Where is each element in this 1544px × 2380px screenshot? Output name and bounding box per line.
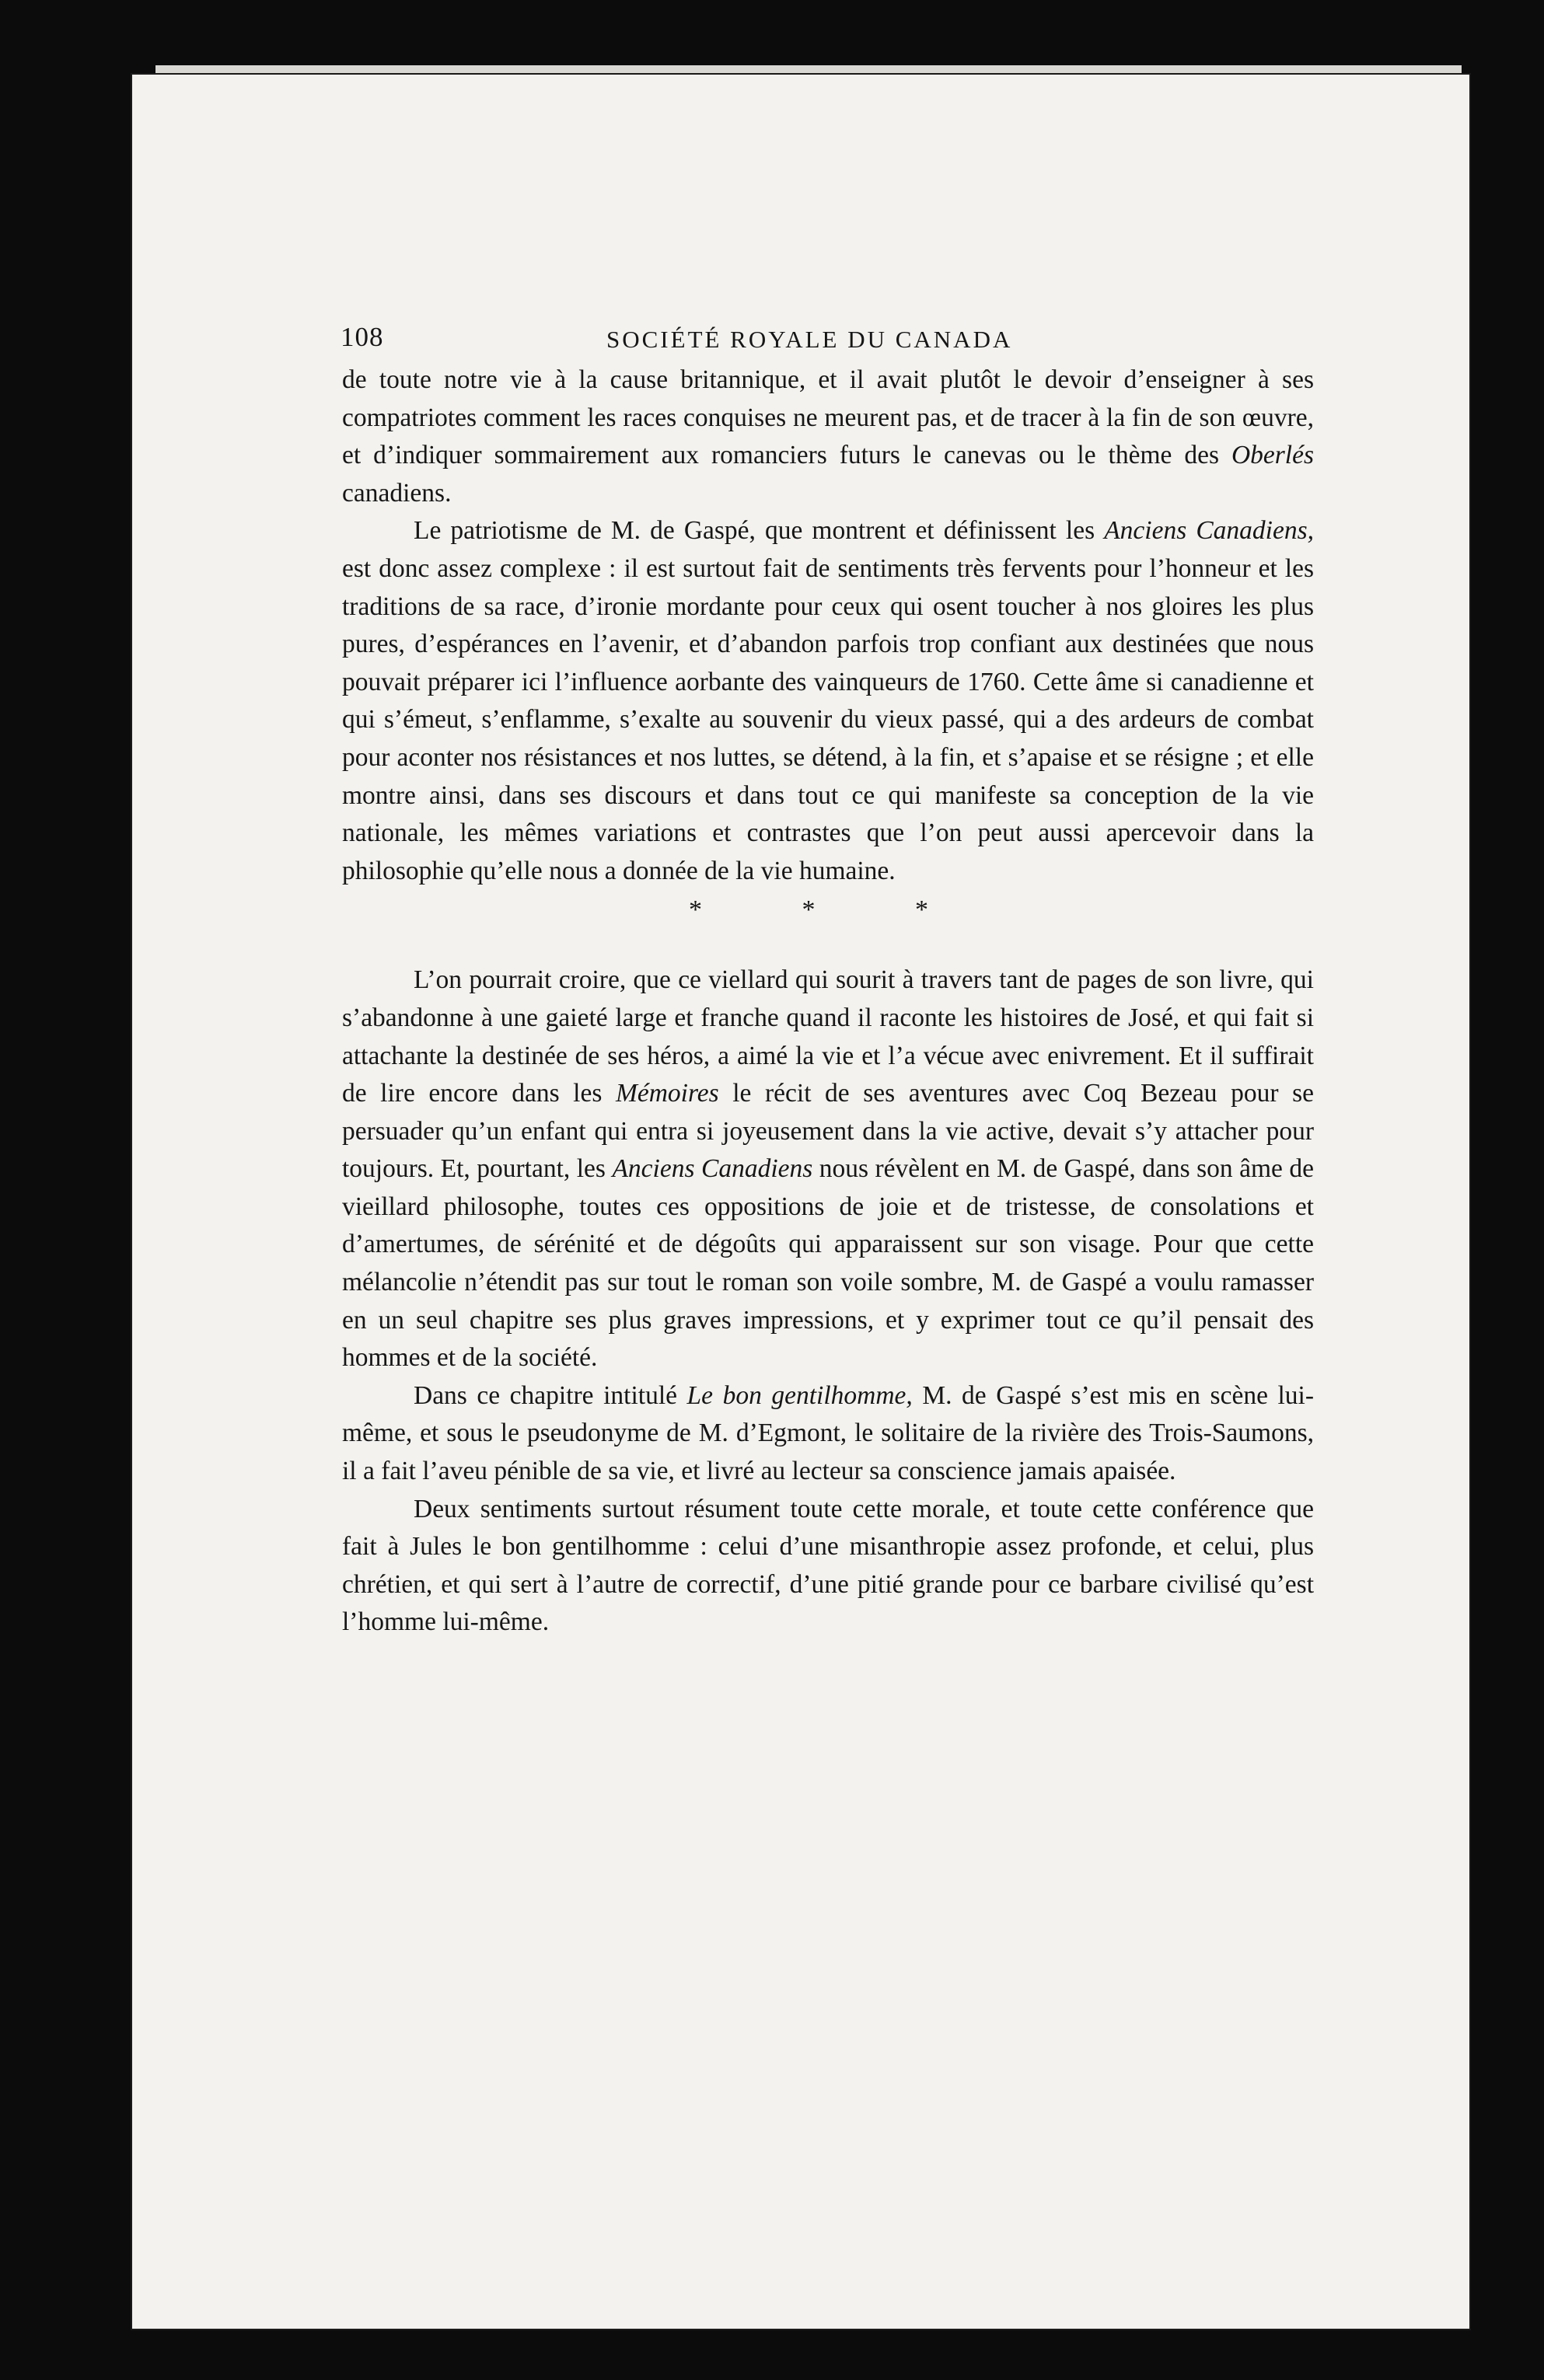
paragraph-text: le récit de ses aventures avec Coq Bezeau pour se persuader qu’un enfant qui entra si joyeusement dans la vie active, devait s’y attacher pour toujours. Et, pourtant, les — [342, 1079, 1314, 1184]
italic-title: Anciens Canadiens, — [1104, 516, 1315, 546]
paragraph-text: Le patriotisme de M. de Gaspé, que montrent et définissent les — [414, 516, 1105, 546]
paragraph-text: est donc assez complexe : il est surtout fait de sentiments très fervents pour l’honneur et les traditions de sa race, d’ironie mordante pour ceux qui osent toucher à nos gloires les plus pures, d’espérances en l’avenir, et d’abandon parfois trop confiant aux destinées que nous pouvait préparer ici l’influence aorbante des vainqueurs de 1760. Cette âme si canadienne et qui s’émeut, s’enflamme, s’exalte au souvenir du vieux passé, qui a des ardeurs de combat pour aconter nos résistances et nos luttes, se détend, à la fin, et s’apaise et se résigne ; et elle montre ainsi, dans ses discours et dans tout ce qui manifeste sa conception de la vie nationale, les mêmes variations et contrastes que l’on peut aussi apercevoir dans la philosophie qu’elle nous a donnée de la vie humaine. — [342, 553, 1314, 885]
paragraph-text: Deux sentiments surtout résument toute cette morale, et toute cette conférence que fait à Jules le bon gentilhomme : celui d’une misanthropie assez profonde, et celui, plus chrétien, et qui sert à l’autre de correctif, d’une pitié grande pour ce barbare civilisé qu’est l’homme lui-même. — [342, 1494, 1314, 1637]
paragraph-text: Dans ce chapitre intitulé — [414, 1380, 687, 1410]
page-content — [342, 315, 1314, 1642]
italic-title: Anciens Canadiens — [612, 1154, 813, 1184]
running-head: SOCIÉTÉ ROYALE DU CANADA — [606, 326, 1013, 353]
italic-title: Oberlés — [1231, 441, 1314, 470]
paragraph-1 — [342, 361, 1314, 512]
italic-title: Mémoires — [615, 1079, 719, 1108]
paragraph-4 — [342, 1377, 1314, 1491]
paragraph-text: de toute notre vie à la cause britannique, et il avait plutôt le devoir d’enseigner à ses compatriotes comment les races conquises ne meurent pas, et de tracer à la fin de son œuvre, et d’indiquer sommairement aux romanciers futurs le canevas ou le thème des — [342, 365, 1314, 470]
paragraph-text: canadiens. — [342, 478, 452, 508]
margin-mark — [1500, 1994, 1505, 2087]
margin-mark — [1499, 657, 1504, 696]
paragraph-text: nous révèlent en M. de Gaspé, dans son âme de vieillard philosophe, toutes ces oppositions de joie et de tristesse, de consolations et d’amertumes, de sérénité et de dégoûts qui apparaissent sur son visage. Pour que cette mélancolie n’étendit pas sur tout le roman son voile sombre, M. de Gaspé a voulu ramasser en un seul chapitre ses plus graves impressions, et y exprimer tout ce qu’il pensait des hommes et de la société. — [342, 1154, 1315, 1373]
paragraph-2 — [342, 512, 1314, 890]
paragraph-text: M. de Gaspé s’est mis en scène lui-même, et sous le pseudonyme de M. d’Egmont, le solitaire de la rivière des Trois-Saumons, il a fait l’aveu pénible de sa vie, et livré au lecteur sa conscience jamais apaisée. — [342, 1380, 1314, 1486]
paragraph-3 — [342, 961, 1314, 1377]
italic-title: Le bon gentilhomme, — [686, 1380, 913, 1410]
section-separator: * * * — [689, 895, 975, 925]
page-number: 108 — [341, 322, 384, 352]
paragraph-5 — [342, 1491, 1314, 1642]
margin-mark — [1505, 544, 1513, 598]
margin-mark — [1522, 552, 1530, 598]
page-header — [342, 315, 1314, 361]
paragraph-text: L’on pourrait croire, que ce viellard qui sourit à travers tant de pages de son livre, qui s’abandonne à une gaieté large et franche quand il raconte les histoires de José, et qui fait si attachante la destinée de ses héros, a aimé la vie et l’a vécue avec enivrement. Et il suffirait de lire encore dans les — [342, 965, 1314, 1108]
margin-mark — [1521, 1920, 1530, 2060]
